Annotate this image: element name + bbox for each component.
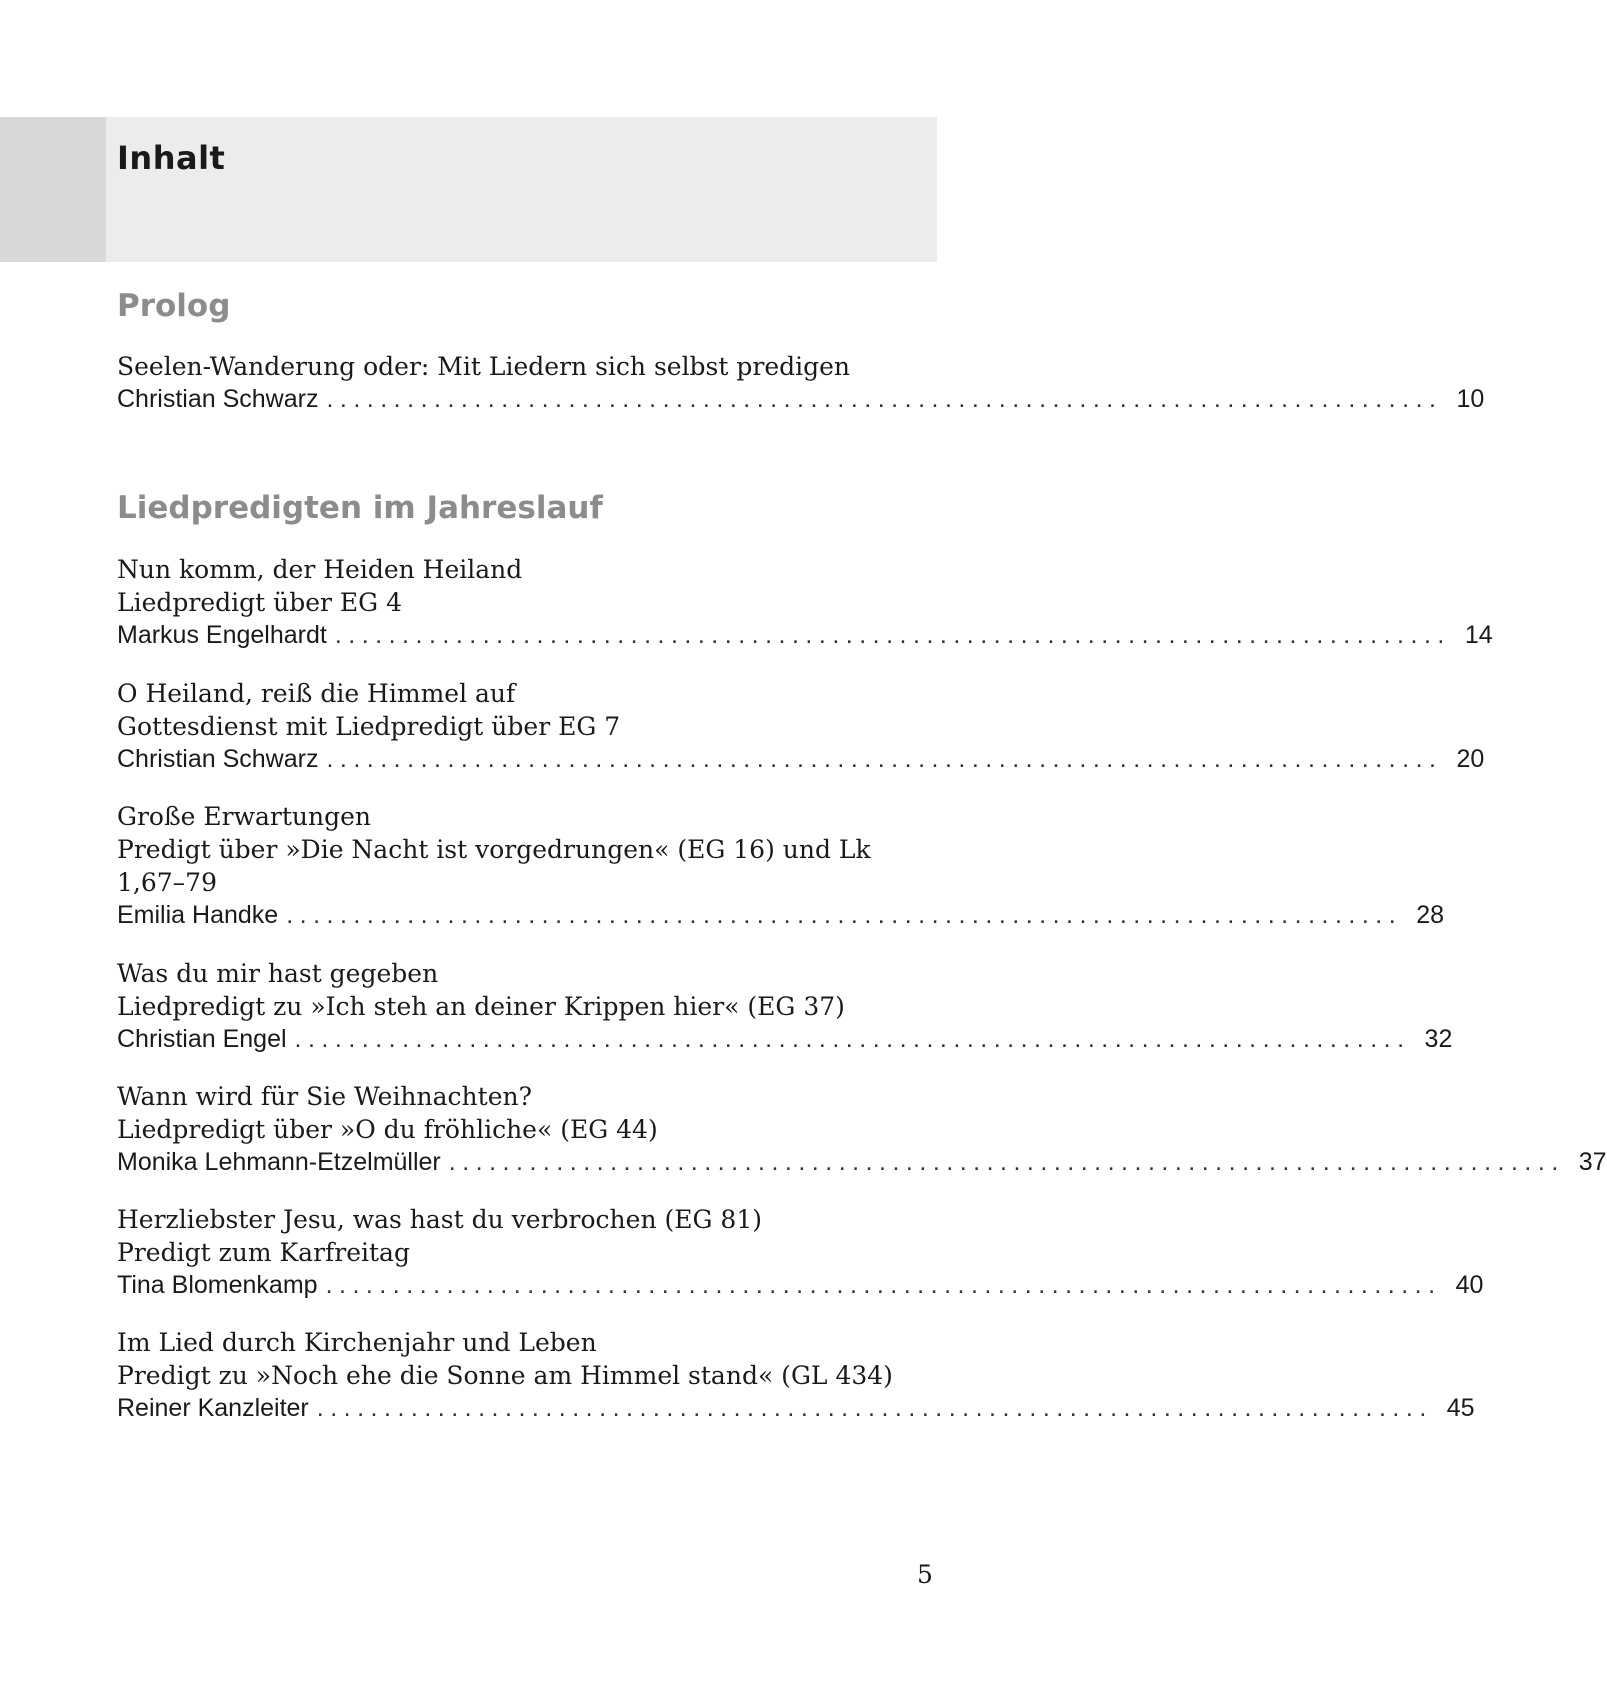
entry-subtitle: Liedpredigt über EG 4 (117, 588, 403, 617)
entry-author-row (117, 383, 1485, 416)
section-heading-prolog: Prolog (117, 288, 231, 324)
toc-entry[interactable] (117, 1080, 1607, 1179)
entry-author-row (117, 1269, 1484, 1302)
toc-entry[interactable] (117, 553, 1493, 652)
entry-subtitle: Liedpredigt über »O du fröhliche« (EG 44) (117, 1115, 658, 1144)
dot-leader: ................................................................................... (326, 385, 1443, 413)
entry-title: Seelen-Wanderung oder: Mit Liedern sich selbst predigen (117, 352, 851, 381)
entry-page-number: 20 (1456, 745, 1485, 773)
toc-entry[interactable] (117, 350, 1485, 416)
toc-entry[interactable] (117, 957, 1453, 1056)
entry-author-row (117, 899, 1445, 932)
dot-leader: ................................................................................... (325, 1271, 1442, 1299)
entry-title: Große Erwartungen (117, 802, 372, 831)
entry-page-number: 45 (1446, 1394, 1475, 1422)
entry-title: Nun komm, der Heiden Heiland (117, 555, 523, 584)
entry-page-number: 40 (1455, 1271, 1484, 1299)
header-band (0, 117, 937, 262)
section-heading-liedpredigten: Liedpredigten im Jahreslauf (117, 490, 603, 526)
entry-subtitle-continued: 1,67–79 (117, 868, 217, 897)
entry-author-row (117, 1023, 1453, 1056)
page-title: Inhalt (117, 139, 226, 177)
entry-author-row (117, 1392, 1475, 1425)
dot-leader: ................................................................................... (448, 1148, 1565, 1176)
entry-title: Wann wird für Sie Weihnachten? (117, 1082, 532, 1111)
entry-subtitle: Liedpredigt zu »Ich steh an deiner Krippen hier« (EG 37) (117, 992, 845, 1021)
entry-title: Was du mir hast gegeben (117, 959, 439, 988)
entry-author: Monika Lehmann-Etzelmüller (117, 1148, 441, 1176)
dot-leader: ................................................................................... (334, 621, 1451, 649)
entry-author: Christian Schwarz (117, 745, 319, 773)
entry-author: Tina Blomenkamp (117, 1271, 318, 1299)
entry-author-row (117, 1146, 1607, 1179)
entry-page-number: 14 (1464, 621, 1493, 649)
header-tab (0, 117, 106, 262)
dot-leader: ................................................................................... (294, 1025, 1411, 1053)
toc-entry[interactable] (117, 1326, 1475, 1425)
dot-leader: ................................................................................... (316, 1394, 1433, 1422)
toc-entry[interactable] (117, 677, 1485, 776)
dot-leader: ................................................................................... (326, 745, 1443, 773)
page-number: 5 (917, 1560, 933, 1589)
entry-page-number: 28 (1416, 901, 1445, 929)
entry-page-number: 32 (1424, 1025, 1453, 1053)
entry-subtitle: Predigt zum Karfreitag (117, 1238, 410, 1267)
entry-subtitle: Gottesdienst mit Liedpredigt über EG 7 (117, 712, 621, 741)
entry-subtitle: Predigt über »Die Nacht ist vorgedrungen« (EG 16) und Lk (117, 835, 871, 864)
entry-page-number: 10 (1456, 385, 1485, 413)
entry-author: Christian Schwarz (117, 385, 319, 413)
entry-author: Emilia Handke (117, 901, 279, 929)
entry-page-number: 37 (1578, 1148, 1607, 1176)
entry-title: Herzliebster Jesu, was hast du verbrochen (EG 81) (117, 1205, 762, 1234)
entry-title: Im Lied durch Kirchenjahr und Leben (117, 1328, 597, 1357)
entry-author: Reiner Kanzleiter (117, 1394, 309, 1422)
entry-author: Christian Engel (117, 1025, 287, 1053)
dot-leader: ................................................................................... (286, 901, 1403, 929)
entry-title: O Heiland, reiß die Himmel auf (117, 679, 516, 708)
entry-author-row (117, 743, 1485, 776)
toc-entry[interactable] (117, 1203, 1484, 1302)
toc-entry[interactable] (117, 800, 1445, 932)
entry-subtitle: Predigt zu »Noch ehe die Sonne am Himmel stand« (GL 434) (117, 1361, 893, 1390)
entry-author: Markus Engelhardt (117, 621, 327, 649)
entry-author-row (117, 619, 1493, 652)
